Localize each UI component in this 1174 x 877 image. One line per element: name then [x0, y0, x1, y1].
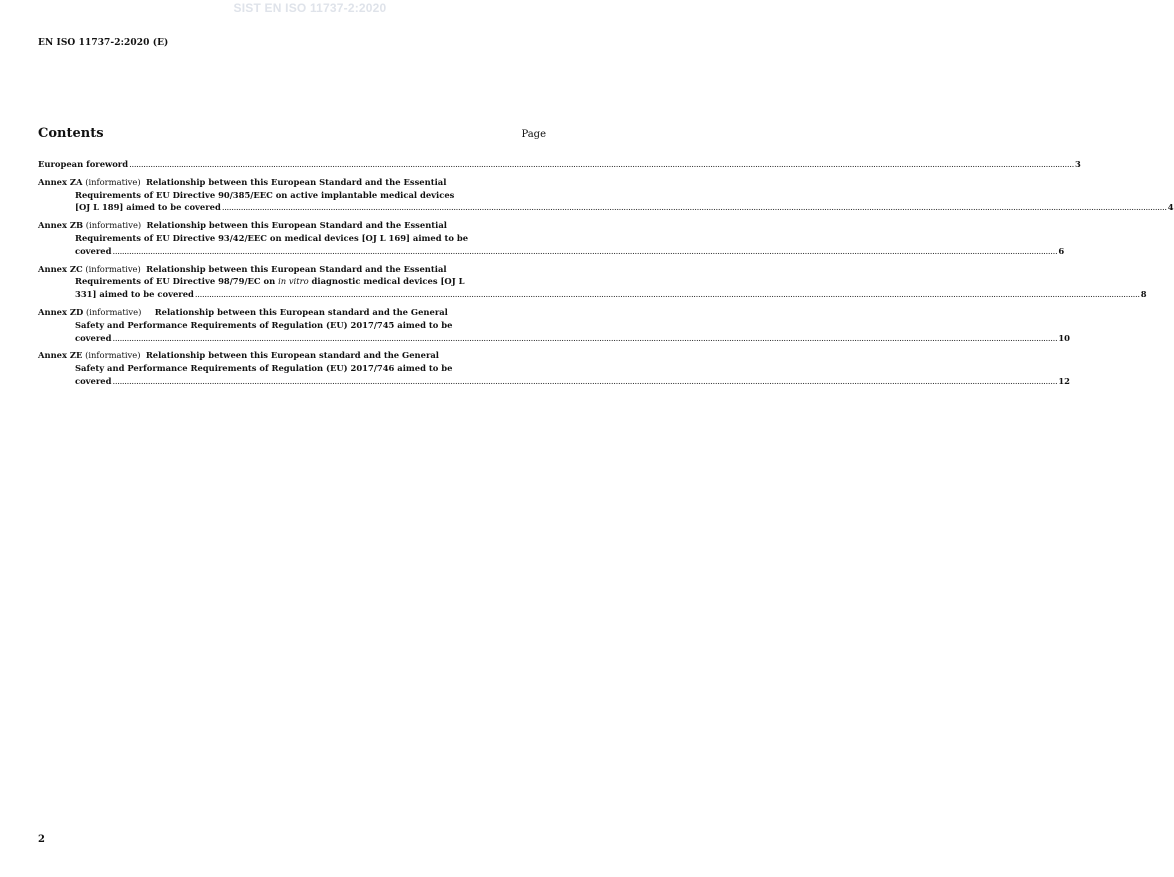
toc-entry-line [38, 245, 1065, 258]
toc-text-segment: European foreword [38, 159, 129, 169]
toc-text-segment: Relationship between this European standard and the General [145, 350, 439, 361]
toc-text-segment: in vitro [278, 276, 309, 287]
toc-entry[interactable] [38, 263, 1147, 301]
toc-entry-line [38, 158, 1081, 171]
toc-page-number: 10 [1058, 332, 1071, 343]
dot-leader: ................................................................................................................................................................................................................................................................................................................................................................................................................ [112, 332, 1058, 343]
dot-leader: ................................................................................................................................................................................................................................................................................................................................................................................................................ [129, 159, 1074, 169]
dot-leader: ................................................................................................................................................................................................................................................................................................................................................................................................................ [221, 202, 1167, 213]
toc-text-segment: Annex ZB [38, 220, 84, 231]
toc-entry-line [38, 375, 1071, 388]
toc-text-segment: Annex ZC [38, 263, 83, 274]
toc-text-segment: covered [75, 245, 112, 256]
toc-text-segment: Requirements of EU Directive 93/42/EEC on medical devices [OJ L 169] aimed to be [75, 232, 469, 243]
toc-text-segment: Annex ZE [38, 350, 83, 361]
toc-entry[interactable] [38, 219, 1065, 257]
footer-page-number: 2 [38, 834, 45, 845]
toc-text-segment: Relationship between this European Standard and the Essential [146, 220, 447, 231]
toc-text-segment: (informative) [83, 220, 147, 231]
toc-entry-line [38, 176, 546, 189]
toc-entry[interactable] [38, 176, 1174, 214]
toc-entry-line [38, 306, 546, 319]
dot-leader: ................................................................................................................................................................................................................................................................................................................................................................................................................ [194, 289, 1140, 300]
contents-header [38, 126, 546, 141]
toc-page-number: 8 [1140, 289, 1147, 300]
document-identifier: EN ISO 11737-2:2020 (E) [38, 38, 169, 48]
toc-text-segment: Annex ZD [38, 306, 84, 317]
toc-entry-line [38, 263, 546, 276]
page-column-label: Page [521, 129, 546, 140]
toc-entry-text [75, 333, 111, 343]
toc-text-segment: Safety and Performance Requirements of Regulation (EU) 2017/745 aimed to be [75, 319, 453, 330]
toc-text-segment: Requirements of EU Directive 90/385/EEC on active implantable medical devices [75, 189, 455, 200]
dot-leader: ................................................................................................................................................................................................................................................................................................................................................................................................................ [112, 245, 1058, 256]
toc-page-number: 12 [1058, 375, 1071, 386]
toc-text-segment: Relationship between this European Standard and the Essential [145, 176, 447, 187]
toc-entry-line [38, 288, 1147, 301]
toc-entry-text [38, 159, 128, 169]
toc-text-segment: diagnostic medical devices [OJ L [308, 276, 465, 287]
toc-text-segment: Requirements of EU Directive 98/79/EC on [75, 276, 279, 287]
toc-text-segment: Annex ZA [38, 176, 83, 187]
toc-text-segment: 331] aimed to be covered [75, 289, 194, 300]
toc-text-segment: (informative) [82, 263, 147, 274]
toc-entry-text [75, 246, 111, 256]
toc-entry-line [38, 189, 546, 202]
toc-text-segment: covered [75, 332, 112, 343]
toc-page-number: 4 [1167, 202, 1174, 213]
toc-entry-text [75, 289, 194, 299]
toc-text-segment: (informative) [82, 350, 146, 361]
toc-entry-line [38, 332, 1071, 345]
toc-text-segment: Safety and Performance Requirements of Regulation (EU) 2017/746 aimed to be [75, 363, 453, 374]
toc-entry-line [38, 319, 546, 332]
toc-text-segment: (informative) [83, 306, 155, 317]
toc-entry-text [75, 202, 221, 212]
toc-entry[interactable] [38, 306, 1071, 344]
dot-leader: ................................................................................................................................................................................................................................................................................................................................................................................................................ [112, 375, 1058, 386]
toc-page-number: 6 [1058, 245, 1065, 256]
table-of-contents [38, 158, 1174, 393]
toc-text-segment: (informative) [82, 176, 146, 187]
toc-entry-line [38, 349, 546, 362]
toc-text-segment: covered [75, 375, 112, 386]
toc-entry[interactable] [38, 349, 1071, 387]
toc-page-number: 3 [1074, 159, 1081, 169]
toc-text-segment: Relationship between this European Standard and the Essential [146, 263, 447, 274]
toc-entry-line [38, 201, 1174, 214]
toc-entry-text [75, 376, 111, 386]
watermark-text: SIST EN ISO 11737-2:2020 [233, 1, 387, 15]
toc-entry-line [38, 219, 546, 232]
toc-entry[interactable] [38, 158, 1081, 171]
toc-entry-line [38, 275, 546, 288]
toc-text-segment: Relationship between this European standard and the General [154, 306, 448, 317]
toc-text-segment: [OJ L 189] aimed to be covered [75, 202, 221, 213]
contents-title: Contents [38, 126, 104, 141]
toc-entry-line [38, 362, 546, 375]
toc-entry-line [38, 232, 546, 245]
